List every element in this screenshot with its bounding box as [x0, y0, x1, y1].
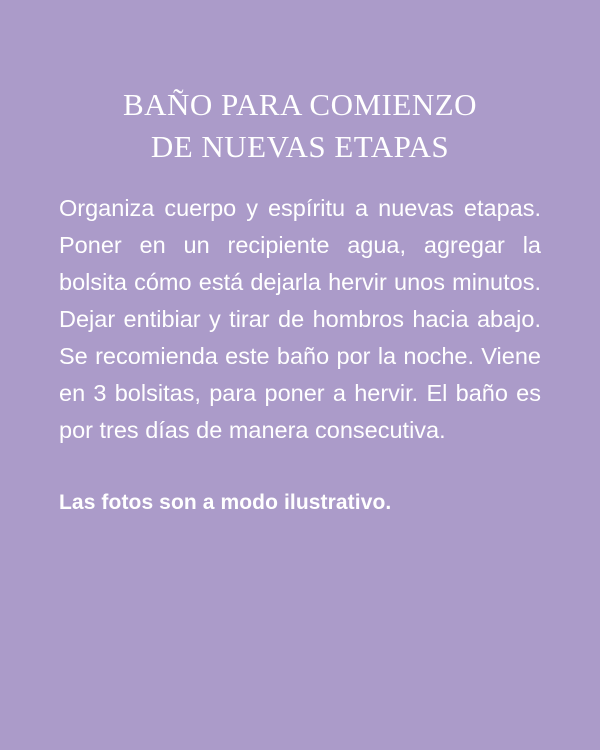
- title-line-1: BAÑO PARA COMIENZO: [122, 87, 478, 122]
- page-title: [0, 0, 600, 168]
- description-paragraph: Organiza cuerpo y espíritu a nuevas etapas. Poner en un recipiente agua, agregar la bolsita cómo está dejarla hervir unos minutos. Dejar entibiar y tirar de hombros hacia abajo. Se recomienda este baño por la noche. Viene en 3 bolsitas, para poner a hervir. El baño es por tres días de manera consecutiva.: [59, 195, 541, 443]
- description-block: [59, 190, 541, 517]
- illustrative-photos-note: Las fotos son a modo ilustrativo.: [59, 491, 392, 514]
- title-line-2: DE NUEVAS ETAPAS: [150, 129, 450, 164]
